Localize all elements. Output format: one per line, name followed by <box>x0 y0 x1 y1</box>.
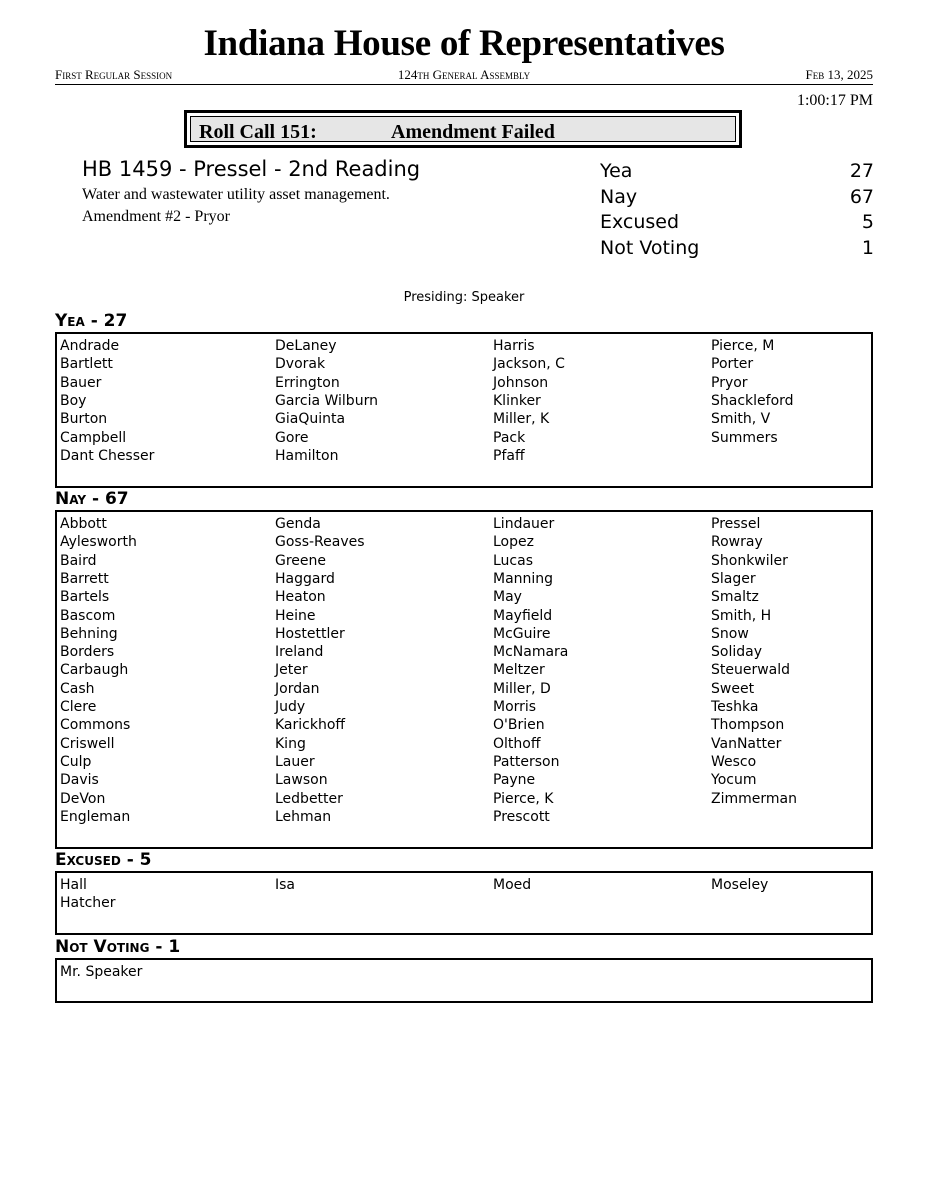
member-name: Wesco <box>711 753 757 770</box>
tally-count: 5 <box>861 211 874 233</box>
member-name: Prescott <box>493 808 550 825</box>
member-name: Hatcher <box>60 895 116 912</box>
member-name: Davis <box>60 772 99 789</box>
roll-call-result: Amendment Failed <box>391 121 555 143</box>
member-name: Manning <box>493 570 554 587</box>
member-name: Heine <box>275 607 316 624</box>
presiding-label: Presiding: Speaker <box>403 290 525 305</box>
tally-not-voting <box>600 237 874 263</box>
session-label: First Regular Session <box>55 67 173 82</box>
member-name: Pryor <box>711 374 748 391</box>
member-name: Meltzer <box>493 662 545 679</box>
member-name: May <box>493 589 522 606</box>
member-name: Smith, H <box>711 607 772 624</box>
tally-yea <box>600 160 874 186</box>
tally-count: 67 <box>849 186 874 208</box>
tally-count: 1 <box>861 237 874 259</box>
member-name: Slager <box>711 570 756 587</box>
member-name: Boy <box>60 392 87 409</box>
member-name: Heaton <box>275 589 326 606</box>
member-name: Smaltz <box>711 589 759 606</box>
member-name: Behning <box>60 625 118 642</box>
member-name: Hall <box>60 877 87 893</box>
member-name: Genda <box>275 516 321 532</box>
member-name: Borders <box>60 644 115 661</box>
member-name: Cash <box>60 680 95 697</box>
member-name: Lucas <box>493 552 533 569</box>
section-heading-nay: Nay - 67 <box>55 489 129 509</box>
member-name: Judy <box>275 699 306 715</box>
member-name: Hamilton <box>275 447 339 464</box>
tally-label: Nay <box>600 186 638 208</box>
member-name: Greene <box>275 552 327 569</box>
member-name: Haggard <box>275 570 335 587</box>
bill-title: HB 1459 - Pressel - 2nd Reading <box>82 157 421 181</box>
member-name: Pierce, K <box>493 790 554 807</box>
section-box-nay <box>55 510 873 849</box>
member-name: Commons <box>60 717 131 734</box>
member-name: Campbell <box>60 429 127 446</box>
tally-excused <box>600 211 874 237</box>
member-name: Yocum <box>711 772 757 789</box>
tally-label: Not Voting <box>600 237 700 259</box>
member-name: Lawson <box>275 772 328 789</box>
member-name: Bascom <box>60 607 116 624</box>
member-name: Lindauer <box>493 516 555 532</box>
member-name: Abbott <box>60 516 107 532</box>
member-name: VanNatter <box>711 735 782 752</box>
member-name: Baird <box>60 552 97 569</box>
member-name: Mr. Speaker <box>60 964 143 980</box>
member-name: Snow <box>711 625 749 642</box>
member-name: Pressel <box>711 516 761 532</box>
tally-label: Excused <box>600 211 680 233</box>
member-name: Ledbetter <box>275 790 343 807</box>
member-name: Criswell <box>60 735 115 752</box>
member-name: Shackleford <box>711 392 794 409</box>
member-name: Soliday <box>711 644 762 661</box>
member-name: Bartels <box>60 589 110 606</box>
assembly-label: 124th General Assembly <box>397 67 531 82</box>
amendment-label: Amendment #2 - Pryor <box>82 208 230 225</box>
member-name: Pack <box>493 429 526 446</box>
member-name: Patterson <box>493 753 560 770</box>
member-name: Olthoff <box>493 735 541 752</box>
member-name: Pfaff <box>493 447 525 464</box>
member-name: Bartlett <box>60 356 113 373</box>
member-name: McGuire <box>493 625 551 642</box>
member-name: Karickhoff <box>275 717 346 734</box>
member-name: Jackson, C <box>493 356 565 373</box>
member-name: Hostettler <box>275 625 345 642</box>
member-name: Culp <box>60 753 92 770</box>
member-name: Andrade <box>60 338 120 354</box>
member-name: Harris <box>493 338 535 354</box>
member-name: Moseley <box>711 877 769 893</box>
bill-description: Water and wastewater utility asset management. <box>82 186 390 203</box>
member-name: Burton <box>60 411 108 428</box>
member-name: Steuerwald <box>711 662 791 679</box>
roll-call-box <box>184 110 742 148</box>
date-label: Feb 13, 2025 <box>805 67 873 82</box>
member-name: Barrett <box>60 570 109 587</box>
member-name: Clere <box>60 699 97 715</box>
section-heading-excused: Excused - 5 <box>55 850 152 870</box>
member-name: Carbaugh <box>60 662 129 679</box>
member-name: Smith, V <box>711 411 771 428</box>
header-rule <box>55 84 873 85</box>
time-label: 1:00:17 PM <box>796 92 873 109</box>
member-name: Dvorak <box>275 356 326 373</box>
member-name: Isa <box>275 877 296 893</box>
member-name: Klinker <box>493 392 541 409</box>
section-heading-yea: Yea - 27 <box>55 311 128 331</box>
member-name: Bauer <box>60 374 102 391</box>
member-name: O'Brien <box>493 717 545 734</box>
section-box-excused <box>55 871 873 935</box>
member-name: DeLaney <box>275 338 337 354</box>
member-name: Teshka <box>711 699 759 715</box>
member-name: Dant Chesser <box>60 447 155 464</box>
member-name: Aylesworth <box>60 534 137 551</box>
member-name: Garcia Wilburn <box>275 392 378 409</box>
member-name: Summers <box>711 429 778 446</box>
member-name: Payne <box>493 772 536 789</box>
document-title: Indiana House of Representatives <box>203 23 725 64</box>
member-name: Gore <box>275 429 309 446</box>
member-name: Lopez <box>493 534 534 551</box>
member-name: Lehman <box>275 808 332 825</box>
roll-call-label: Roll Call 151: <box>199 121 317 143</box>
member-name: Sweet <box>711 680 755 697</box>
section-box-yea <box>55 332 873 488</box>
member-name: Mayfield <box>493 607 553 624</box>
member-name: Johnson <box>493 374 549 391</box>
member-name: Jordan <box>275 680 320 697</box>
member-name: Zimmerman <box>711 790 797 807</box>
member-name: Pierce, M <box>711 338 775 354</box>
section-box-not-voting <box>55 958 873 1003</box>
member-name: Thompson <box>711 717 785 734</box>
member-name: Shonkwiler <box>711 552 788 569</box>
member-name: Morris <box>493 699 537 715</box>
tally-nay <box>600 186 874 212</box>
member-name: Rowray <box>711 534 763 551</box>
member-name: McNamara <box>493 644 569 661</box>
section-heading-not-voting: Not Voting - 1 <box>55 937 181 957</box>
member-name: Moed <box>493 877 532 893</box>
tally-label: Yea <box>600 160 633 182</box>
tally-count: 27 <box>849 160 874 182</box>
member-name: Errington <box>275 374 340 391</box>
member-name: GiaQuinta <box>275 411 346 428</box>
member-name: Ireland <box>275 644 324 661</box>
member-name: DeVon <box>60 790 106 807</box>
member-name: Engleman <box>60 808 131 825</box>
member-name: Miller, K <box>493 411 550 428</box>
member-name: Goss-Reaves <box>275 534 365 551</box>
member-name: Porter <box>711 356 754 373</box>
member-name: King <box>275 735 306 752</box>
member-name: Jeter <box>275 662 308 679</box>
member-name: Miller, D <box>493 680 551 697</box>
member-name: Lauer <box>275 753 315 770</box>
